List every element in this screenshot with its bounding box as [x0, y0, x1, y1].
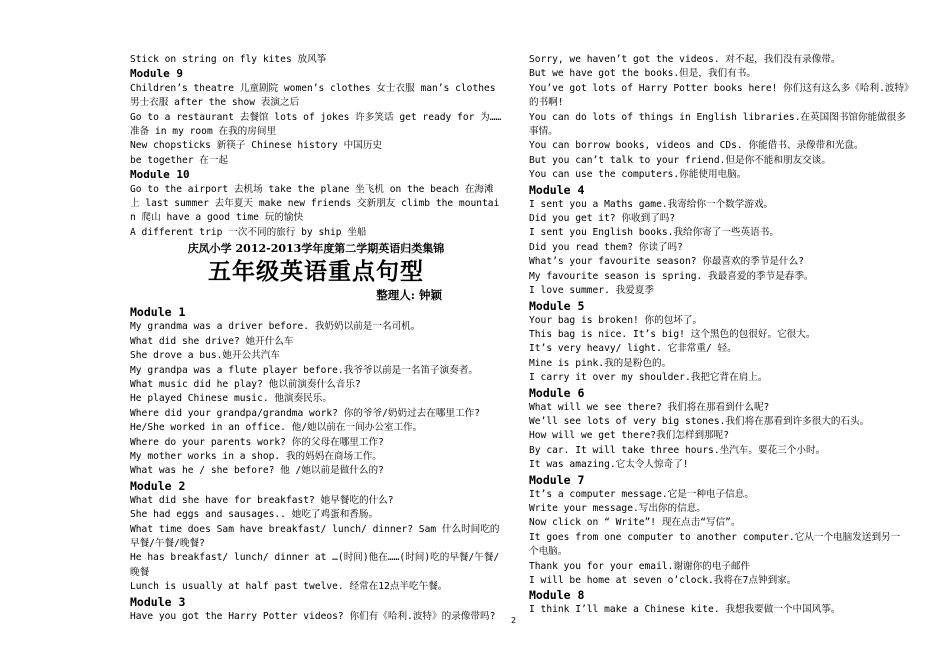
sentence-line: Go to the airport 去机场 take the plane 坐飞机 on the beach 在海滩上 last summer 去年夏天 make new friends 交新朋友 climb the mountain 爬山 have a good time 玩的愉快 — [130, 183, 500, 224]
sentence-line: I carry it over my shoulder.我把它背在肩上。 — [529, 372, 768, 384]
sentence-line: Stick on string on fly kites 放风筝 — [130, 54, 327, 65]
sentence-line: You can do lots of things in English libraries.在英国图书馆你能做很多事情。 — [529, 111, 906, 138]
module-heading: Module 2 — [130, 478, 186, 493]
sentence-line: But we have got the books.但是，我们有书。 — [529, 68, 756, 80]
sentence-line: Write your message.写出你的信息。 — [529, 502, 706, 514]
sentence-line: It’s a computer message.它是一种电子信息。 — [529, 488, 754, 500]
sentence-line: I sent you English books.我给你寄了一些英语书。 — [529, 227, 779, 239]
module-heading: Module 6 — [529, 385, 585, 400]
sentence-line: Sorry, we haven’t got the videos. 对不起，我们没有录像带。 — [529, 54, 841, 65]
sentence-line: Where did your grandpa/grandma work? 你的爷爷/奶奶过去在哪里工作? — [130, 407, 480, 419]
document-subtitle: 庆凤小学 2012-2013学年度第二学期英语归类集锦 — [187, 242, 445, 256]
sentence-line: New chopsticks 新筷子 Chinese history 中国历史 — [130, 140, 382, 152]
sentence-line: Did you get it? 你收到了吗? — [529, 213, 676, 225]
sentence-line: Thank you for your email.谢谢你的电子邮件 — [529, 560, 751, 572]
module-heading: Module 10 — [130, 168, 190, 182]
sentence-line: Did you read them? 你读了吗? — [529, 241, 683, 253]
module-heading: Module 9 — [130, 67, 183, 81]
sentence-line: This bag is nice. It’s big! 这个黑色的包很好。它很大。 — [529, 328, 816, 340]
sentence-line: What will we see there? 我们将在那看到什么呢? — [529, 401, 770, 413]
sentence-line: What’s your favourite season? 你最喜欢的季节是什么? — [529, 256, 804, 268]
sentence-line: I sent you a Maths game.我寄给你一个数学游戏。 — [529, 198, 774, 210]
sentence-line: You can borrow books, videos and CDs. 你能借书、录像带和光盘。 — [529, 140, 864, 152]
sentence-line: I will be home at seven o’clock.我将在7点钟到家。 — [529, 575, 797, 586]
sentence-line: Lunch is usually at half past twelve. 经常在12点半吃午餐。 — [130, 581, 448, 593]
sentence-line: My grandma was a driver before. 我奶奶以前是一名司机。 — [130, 321, 421, 333]
left-column — [130, 53, 502, 624]
sentence-line: You’ve got lots of Harry Potter books here! 你们这有这么多《哈利.波特》的书啊! — [529, 82, 909, 109]
sentence-line: By car. It will take three hours.坐汽车。要花三个小时。 — [529, 444, 826, 456]
sentence-line: A different trip 一次不同的旅行 by ship 坐船 — [130, 226, 367, 238]
sentence-line: He has breakfast/ lunch/ dinner at …(时间)他在……(时间)吃的早餐/午餐/晚餐 — [130, 552, 500, 578]
sentence-line: I love summer. 我爱夏季 — [529, 285, 655, 297]
left-bottom-section — [130, 305, 502, 624]
sentence-line: You can use the computers.你能使用电脑。 — [529, 169, 747, 181]
sentence-line: Go to a restaurant 去餐馆 lots of jokes 许多笑话 get ready for 为……准备 in my room 在我的房间里 — [130, 111, 502, 138]
left-top-section — [130, 53, 502, 240]
sentence-line: It goes from one computer to another computer.它从一个电脑发送到另一个电脑。 — [529, 531, 901, 558]
sentence-line: How will we get there?我们怎样到那呢? — [529, 430, 730, 442]
sentence-line: What time does Sam have breakfast/ lunch/ dinner? Sam 什么时间吃的早餐/午餐/晚餐? — [130, 523, 500, 549]
sentence-line: My grandpa was a flute player before.我爷爷以前是一名笛子演奏者。 — [130, 364, 479, 376]
sentence-line: Where do your parents work? 你的父母在哪里工作? — [130, 436, 384, 448]
sentence-line: What was he / she before? 他 /她以前是做什么的? — [130, 465, 384, 477]
sentence-line: He played Chinese music. 他演奏民乐。 — [130, 393, 332, 405]
module-heading: Module 1 — [130, 305, 186, 320]
sentence-line: be together 在一起 — [130, 154, 229, 166]
module-heading: Module 8 — [529, 588, 585, 603]
sentence-line: Have you got the Harry Potter videos? 你们有《哈利.波特》的录像带吗? — [130, 610, 496, 622]
module-heading: Module 7 — [529, 472, 585, 487]
sentence-line: We’ll see lots of very big stones.我们将在那看到许多很大的石头。 — [529, 415, 870, 427]
sentence-line: He/She worked in an office. 他/她以前在一间办公室工作。 — [130, 422, 423, 434]
page-number: 2 — [511, 616, 517, 625]
right-column — [529, 53, 909, 618]
sentence-line: It was amazing.它太令人惊奇了! — [529, 459, 689, 471]
compiler-name: 整理人: 钟颖 — [376, 288, 442, 303]
sentence-line: My mother works in a shop. 我的妈妈在商场工作。 — [130, 450, 382, 462]
sentence-line: My favourite season is spring. 我最喜爱的季节是春季。 — [529, 270, 814, 282]
module-heading: Module 3 — [130, 594, 186, 609]
sentence-line: She drove a bus.她开公共汽车 — [130, 350, 280, 362]
sentence-line: Your bag is broken! 你的包坏了。 — [529, 314, 703, 326]
sentence-line: What did she drive? 她开什么车 — [130, 335, 294, 347]
module-heading: Module 5 — [529, 298, 585, 313]
sentence-line: What music did he play? 他以前演奏什么音乐? — [130, 378, 361, 390]
module-heading: Module 4 — [529, 182, 585, 197]
sentence-line: But you can’t talk to your friend.但是你不能和朋友交谈。 — [529, 154, 831, 166]
sentence-line: What did she have for breakfast? 她早餐吃的什么? — [130, 494, 394, 506]
sentence-line: Children’s theatre 儿童剧院 women’s clothes 女士衣服 man’s clothes 男士衣服 after the show 表演之后 — [130, 82, 496, 109]
sentence-line: It’s very heavy/ light. 它非常重/ 轻。 — [529, 343, 737, 355]
sentence-line: I think I’ll make a Chinese kite. 我想我要做一个中国风筝。 — [529, 604, 841, 616]
sentence-line: Mine is pink.我的是粉色的。 — [529, 357, 672, 369]
document-title: 五年级英语重点句型 — [208, 258, 424, 286]
sentence-line: Now click on “ Write”! 现在点击“写信”。 — [529, 517, 741, 529]
sentence-line: She had eggs and sausages.. 她吃了鸡蛋和香肠。 — [130, 509, 379, 521]
